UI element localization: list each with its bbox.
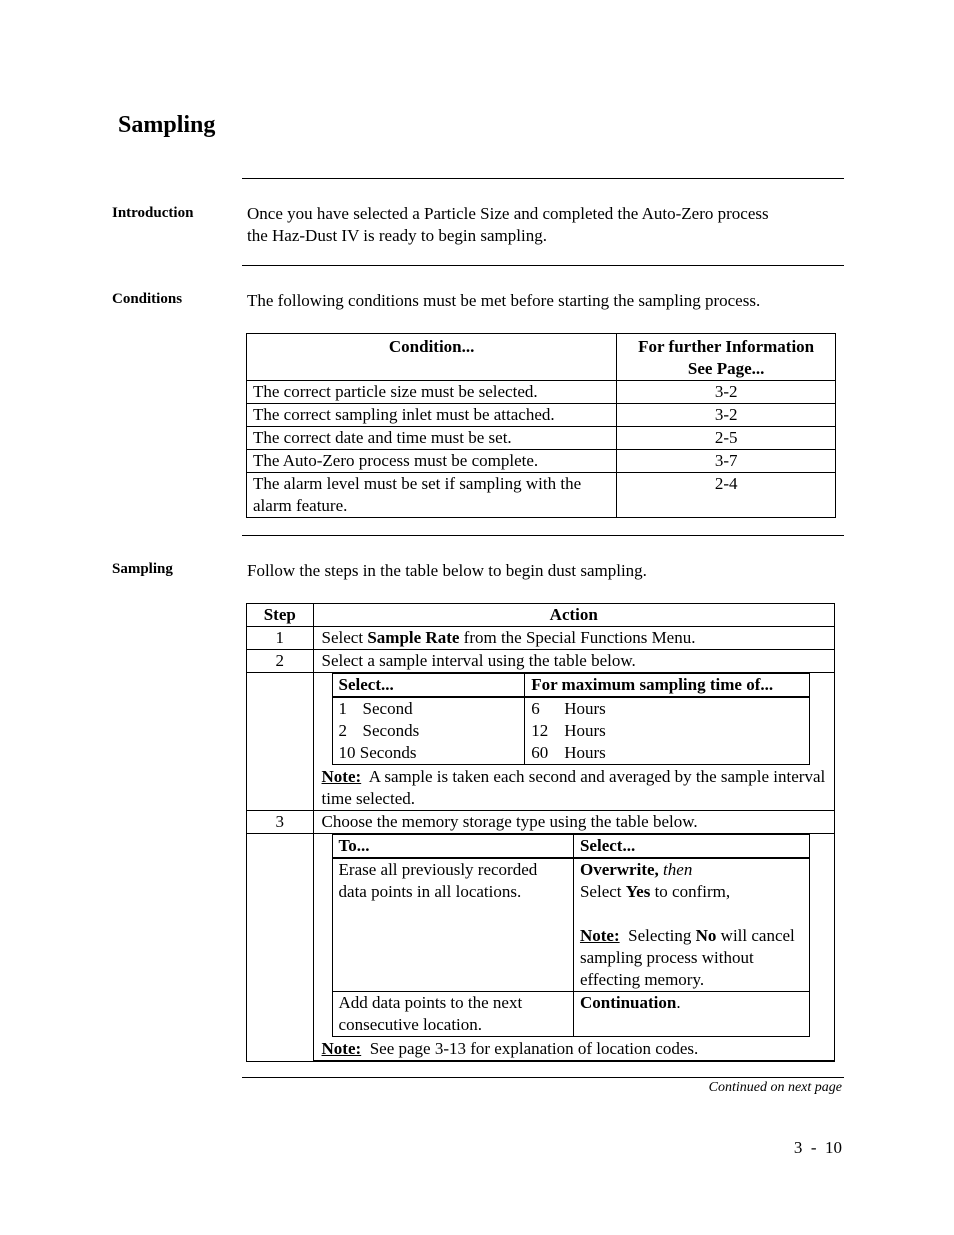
header-select: Select... [573, 835, 809, 859]
section-divider [242, 535, 844, 536]
memory-storage-table [332, 834, 810, 1037]
max-time-list: 6 Hours 12 Hours 60 Hours [525, 697, 809, 765]
conditions-table [246, 333, 836, 518]
section-divider [242, 178, 844, 179]
option-overwrite-desc: Erase all previously recorded data points in all locations. [332, 858, 573, 992]
step-action: Select a sample interval using the table below. [313, 650, 834, 673]
table-row [247, 834, 835, 1062]
side-heading-conditions: Conditions [112, 291, 183, 307]
table-row: The correct particle size must be selected. 3-2 [247, 381, 836, 404]
page-title: Sampling [118, 112, 216, 138]
option-continuation-desc: Add data points to the next consecutive location. [332, 992, 573, 1037]
page-number: 3 - 10 [793, 1138, 842, 1157]
introduction-text: Once you have selected a Particle Size and completed the Auto-Zero process the Haz-Dust IV is ready to begin sampling. [247, 204, 769, 245]
step-number: 2 [247, 650, 314, 673]
step2-note: Note: A sample is taken each second and averaged by the sample interval time selected. [321, 767, 826, 808]
option-overwrite-select: Overwrite, then Select Yes to confirm, Note: Selecting No will cancel sampling process without effecting memory. [573, 858, 809, 992]
continued-note: Continued on next page [708, 1080, 842, 1095]
table-row [247, 627, 835, 650]
header-action: Action [313, 604, 834, 627]
table-row: The correct date and time must be set. 2-5 [247, 427, 836, 450]
sampling-steps-table [246, 603, 835, 1062]
table-row: The Auto-Zero process must be complete. 3-7 [247, 450, 836, 473]
table-row [247, 811, 835, 834]
side-heading-introduction: Introduction [112, 205, 194, 221]
step3-note: Note: See page 3-13 for explanation of location codes. [321, 1039, 699, 1058]
conditions-intro-text: The following conditions must be met before starting the sampling process. [247, 291, 761, 310]
section-divider [242, 265, 844, 266]
header-to: To... [332, 835, 573, 859]
interval-list: 1 Second 2 Seconds 10 Seconds [332, 697, 525, 765]
table-row: The correct sampling inlet must be attached. 3-2 [247, 404, 836, 427]
sample-interval-table [332, 673, 810, 765]
option-continuation-select: Continuation. [573, 992, 809, 1037]
header-condition: Condition... [247, 334, 617, 381]
step-number: 1 [247, 627, 314, 650]
table-row [247, 650, 835, 673]
section-divider [242, 1077, 844, 1078]
sampling-intro-text: Follow the steps in the table below to begin dust sampling. [247, 561, 647, 580]
step-number: 3 [247, 811, 314, 834]
header-select: Select... [332, 674, 525, 698]
table-row: The alarm level must be set if sampling with the alarm feature. 2-4 [247, 473, 836, 518]
side-heading-sampling: Sampling [112, 561, 173, 577]
header-further-info: For further Information See Page... [617, 334, 836, 381]
table-row [247, 673, 835, 811]
header-max-time: For maximum sampling time of... [525, 674, 809, 698]
header-step: Step [247, 604, 314, 627]
step-action: Choose the memory storage type using the table below. [313, 811, 834, 834]
step-action: Select Sample Rate from the Special Functions Menu. [313, 627, 834, 650]
